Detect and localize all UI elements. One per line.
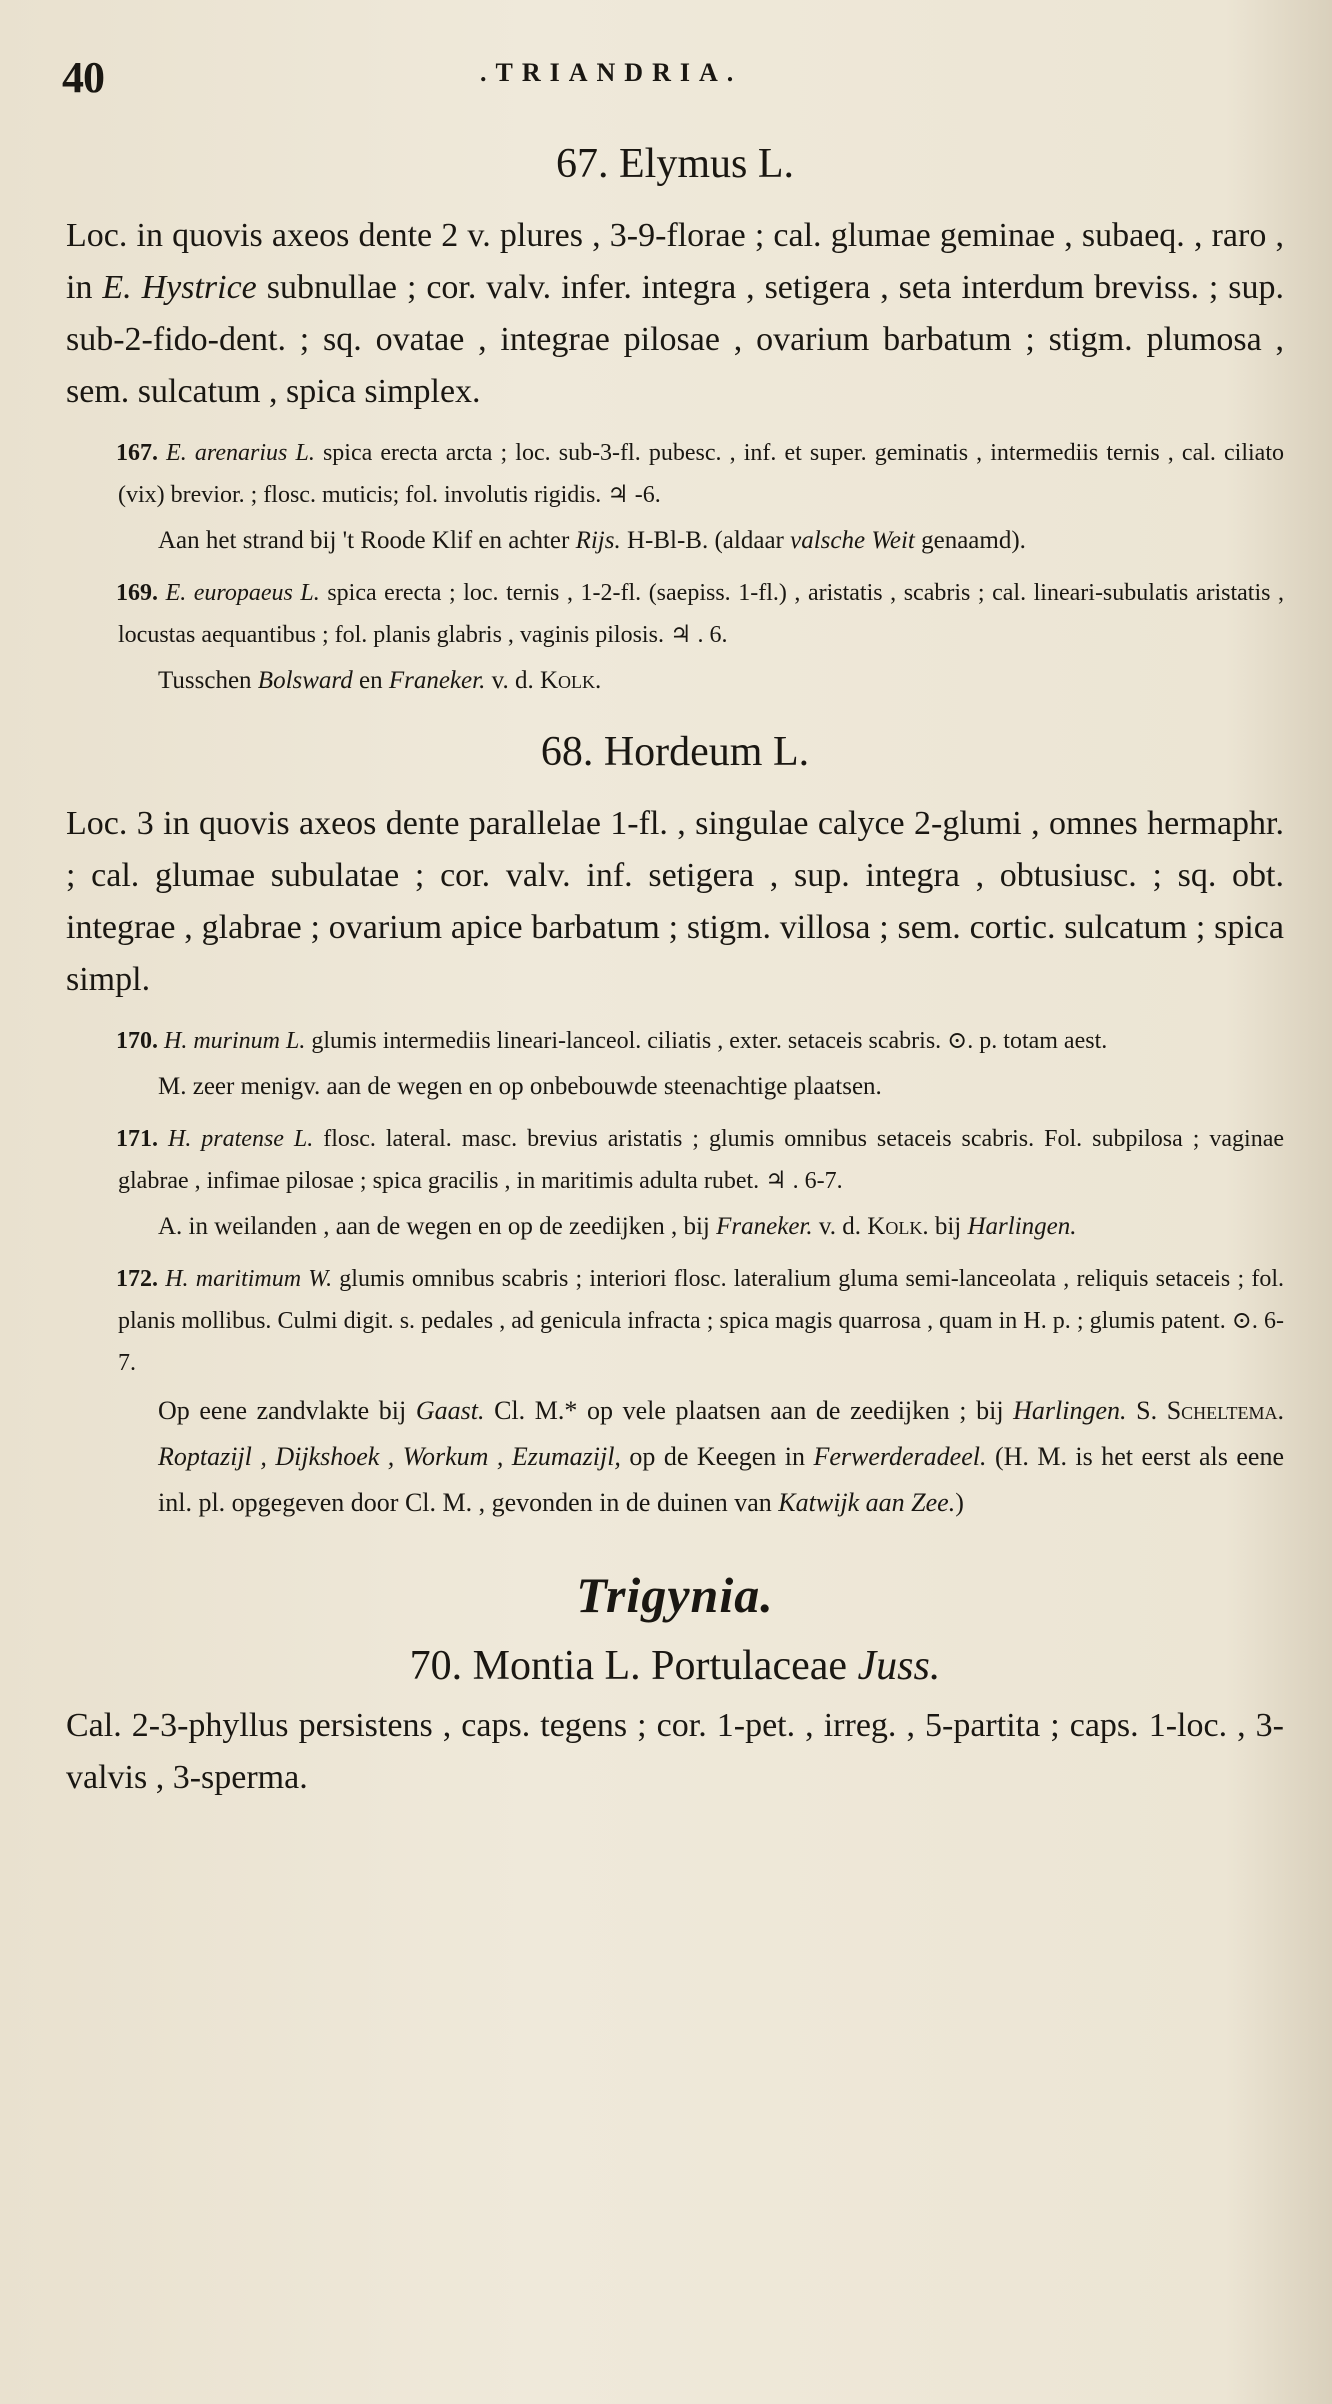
genus-heading-hordeum: 68. Hordeum L.	[540, 729, 810, 775]
species-locality-171	[66, 1206, 1284, 1248]
diagnosis-italic: E. Hystrice	[102, 269, 257, 306]
locality-text: en	[352, 667, 389, 694]
locality-text: Aan het strand bij 't Roode Klif en achter	[158, 527, 576, 554]
locality-place: Gaast.	[415, 1396, 485, 1425]
family-authority: Juss.	[857, 1643, 941, 1689]
locality-text: bij	[928, 1213, 968, 1240]
species-description: flosc. lateral. masc. brevius aristatis ; glumis omnibus setaceis scabris. Fol. subpilosa ; vaginae glabrae , infimae pilosae ; spica gracilis , in maritimis adulta rubet. ♃ . 6-7.	[118, 1126, 1285, 1194]
genus-heading-elymus: 67. Elymus L.	[556, 141, 794, 187]
locality-place: Ferwerderadeel.	[813, 1442, 987, 1471]
page-content	[66, 140, 1284, 1818]
species-description: spica erecta ; loc. ternis , 1-2-fl. (saepiss. 1-fl.) , aristatis , scabris ; cal. lineari-subulatis aristatis , locustas aequantibus ; fol. planis glabris , vaginis pilosis. ♃ . 6.	[118, 580, 1285, 648]
locality-text: Cl. M.* op vele plaatsen aan de zeedijken ; bij	[484, 1396, 1014, 1425]
locality-place: Rijs.	[575, 527, 621, 554]
genus-diagnosis-elymus	[66, 210, 1284, 418]
locality-place: Harlingen.	[967, 1213, 1077, 1240]
species-entry-172	[66, 1258, 1284, 1384]
species-number: 170.	[116, 1028, 158, 1054]
species-name: H. maritimum W.	[165, 1266, 333, 1292]
species-number: 169.	[116, 580, 158, 606]
section-heading-trigynia: Trigynia.	[576, 1567, 774, 1623]
locality-text: S.	[1126, 1396, 1167, 1425]
locality-place: Roptazijl , Dijkshoek , Workum , Ezumazijl,	[158, 1442, 621, 1471]
locality-text: (H. M. is het eerst als eene inl. pl. opgegeven door Cl. M. , gevonden in de duinen van	[158, 1442, 1284, 1517]
species-description: glumis intermediis lineari-lanceol. ciliatis , exter. setaceis scabris. ⊙. p. totam aest.	[305, 1028, 1108, 1054]
locality-place: Harlingen.	[1013, 1396, 1127, 1425]
locality-text: Op eene zandvlakte bij	[158, 1396, 416, 1425]
species-name: E. arenarius L.	[166, 440, 315, 466]
locality-text: v. d.	[812, 1213, 868, 1240]
diagnosis-text: subnullae ; cor. valv. infer. integra , setigera , seta interdum breviss. ; sup. sub-2-fido-dent. ; sq. ovatae , integrae pilosae , ovarium barbatum ; stigm. plumosa , sem. sulcatum , spica simplex.	[66, 269, 1285, 410]
species-locality-169	[66, 660, 1284, 702]
species-locality-172	[66, 1388, 1284, 1526]
collector-name: Kolk.	[867, 1213, 929, 1240]
locality-text: v. d.	[485, 667, 540, 694]
locality-text: op de Keegen in	[620, 1442, 814, 1471]
locality-place: Franeker.	[716, 1213, 813, 1240]
genus-diagnosis-hordeum: Loc. 3 in quovis axeos dente parallelae 1-fl. , singulae calyce 2-glumi , omnes hermaphr. ; cal. glumae subulatae ; cor. valv. inf. setigera , sup. integra , obtusiusc. ; sq. obt. integrae , glabrae ; ovarium apice barbatum ; stigm. villosa ; sem. cortic. sulcatum ; spica simpl.	[66, 805, 1284, 998]
locality-text: )	[955, 1488, 964, 1517]
collector-name: Kolk.	[539, 667, 602, 694]
species-locality-167	[66, 520, 1284, 562]
species-name: E. europaeus L.	[165, 580, 320, 606]
species-name: H. murinum L.	[164, 1028, 306, 1054]
species-number: 171.	[116, 1126, 158, 1152]
locality-text: H-Bl-B. (aldaar	[620, 527, 791, 554]
locality-text: Tusschen	[158, 667, 258, 694]
genus-heading-text: 70. Montia L. Portulaceae	[409, 1643, 858, 1689]
species-number: 167.	[116, 440, 158, 466]
locality-text: A. in weilanden , aan de wegen en op de zeedijken , bij	[158, 1213, 717, 1240]
locality-text: genaamd).	[914, 527, 1026, 554]
species-description: spica erecta arcta ; loc. sub-3-fl. pubesc. , inf. et super. geminatis , intermediis ternis , cal. ciliato (vix) brevior. ; flosc. muticis; fol. involutis rigidis. ♃ -6.	[118, 440, 1284, 508]
locality-place: Katwijk aan Zee.	[778, 1488, 956, 1517]
running-title: .TRIANDRIA.	[480, 58, 743, 87]
collector-name: Scheltema.	[1166, 1396, 1285, 1425]
species-entry-171	[66, 1118, 1284, 1202]
species-entry-170	[66, 1020, 1284, 1062]
genus-diagnosis-montia: Cal. 2-3-phyllus persistens , caps. tegens ; cor. 1-pet. , irreg. , 5-partita ; caps. 1-loc. , 3-valvis , 3-sperma.	[66, 1707, 1284, 1796]
species-locality-170: M. zeer menigv. aan de wegen en op onbebouwde steenachtige plaatsen.	[158, 1073, 882, 1100]
species-description: glumis omnibus scabris ; interiori flosc. lateralium gluma semi-lanceolata , reliquis setaceis ; fol. planis mollibus. Culmi digit. s. pedales , ad genicula infracta ; spica magis quarrosa , quam in H. p. ; glumis patent. ⊙. 6-7.	[118, 1266, 1284, 1376]
species-entry-167	[66, 432, 1284, 516]
species-name: H. pratense L.	[167, 1126, 314, 1152]
species-number: 172.	[116, 1266, 158, 1292]
species-entry-169	[66, 572, 1284, 656]
page-number: 40	[62, 53, 104, 102]
locality-local-name: valsche Weit	[790, 527, 915, 554]
locality-place: Bolsward	[257, 667, 353, 694]
genus-heading-montia	[66, 1642, 1284, 1690]
diagnosis-text: Loc. in quovis axeos dente 2 v. plures , 3-9-florae ; cal. glumae geminae , subaeq. , raro , in	[66, 217, 1284, 306]
locality-place: Franeker.	[388, 667, 486, 694]
